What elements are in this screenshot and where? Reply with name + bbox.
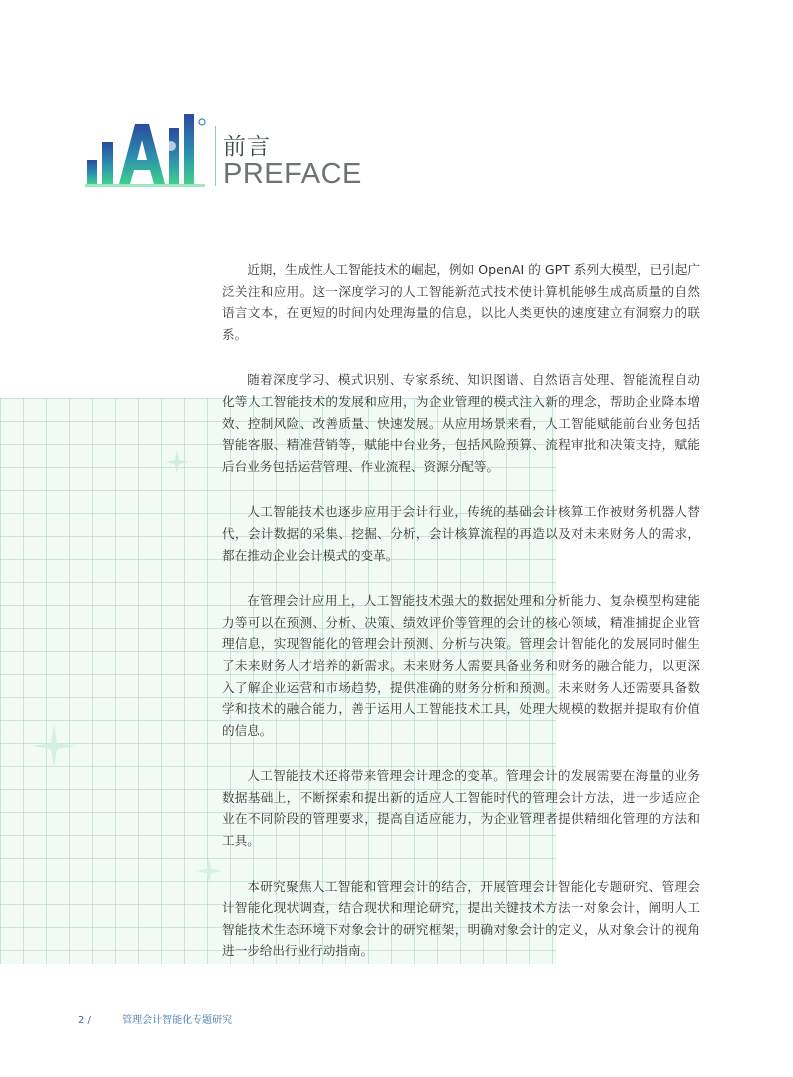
sparkle-icon — [165, 450, 189, 474]
sparkle-icon — [196, 858, 222, 884]
page-number: 2 / — [78, 1015, 91, 1026]
sparkle-icon — [32, 724, 76, 768]
page-title-cn: 前言 — [223, 134, 271, 160]
paragraph: 随着深度学习、模式识别、专家系统、知识图谱、自然语言处理、智能流程自动化等人工智能技术的发展和应用，为企业管理的模式注入新的理念，帮助企业降本增效、控制风险、改善质量、快速发展。从应用场景来看，人工智能赋能前台业务包括智能客服、精准营销等，赋能中台业务，包括风险预算、流程审批和决策支持，赋能后台业务包括运营管理、作业流程、资源分配等。 — [222, 372, 700, 474]
preface-body — [222, 259, 700, 986]
page-title-en: PREFACE — [223, 158, 362, 190]
heading-divider — [215, 126, 216, 186]
paragraph: 本研究聚焦人工智能和管理会计的结合，开展管理会计智能化专题研究、管理会计智能化现状调查，结合现状和理论研究，提出关键技术方法一对象会计，阐明人工智能技术生态环境下对象会计的研究框架，明确对象会计的定义，从对象会计的视角进一步给出行业行动指南。 — [222, 878, 700, 959]
paragraph: 在管理会计应用上，人工智能技术强大的数据处理和分析能力、复杂模型构建能力等可以在预测、分析、决策、绩效评价等管理的会计的核心领域，精准捕捉企业管理信息，实现智能化的管理会计预测、分析与决策。管理会计智能化的发展同时催生了未来财务人才培养的新需求。未来财务人需要具备业务和财务的融合能力，以更深入了解企业运营和市场趋势，提供准确的财务分析和预测。未来财务人还需要具备数学和技术的融合能力，善于运用人工智能技术工具，处理大规模的数据并提取有价值的信息。 — [222, 593, 700, 738]
ai-logo-icon — [85, 112, 210, 188]
page-footer — [78, 1011, 232, 1026]
paragraph: 人工智能技术也逐步应用于会计行业，传统的基础会计核算工作被财务机器人替代，会计数据的采集、挖掘、分析，会计核算流程的再造以及对未来财务人的需求，都在推动企业会计模式的变革。 — [222, 504, 700, 563]
paragraph: 近期，生成性人工智能技术的崛起，例如 OpenAI 的 GPT 系列大模型，已引起广泛关注和应用。这一深度学习的人工智能新范式技术使计算机能够生成高质量的自然语言文本，在更短的时间内处理海量的信息，以比人类更快的速度建立有洞察力的联系。 — [222, 262, 700, 342]
footer-doc-title: 管理会计智能化专题研究 — [122, 1015, 233, 1026]
paragraph: 人工智能技术还将带来管理会计理念的变革。管理会计的发展需要在海量的业务数据基础上，不断探索和提出新的适应人工智能时代的管理会计方法，进一步适应企业在不同阶段的管理要求，提高自适应能力，为企业管理者提供精细化管理的方法和工具。 — [222, 768, 700, 849]
